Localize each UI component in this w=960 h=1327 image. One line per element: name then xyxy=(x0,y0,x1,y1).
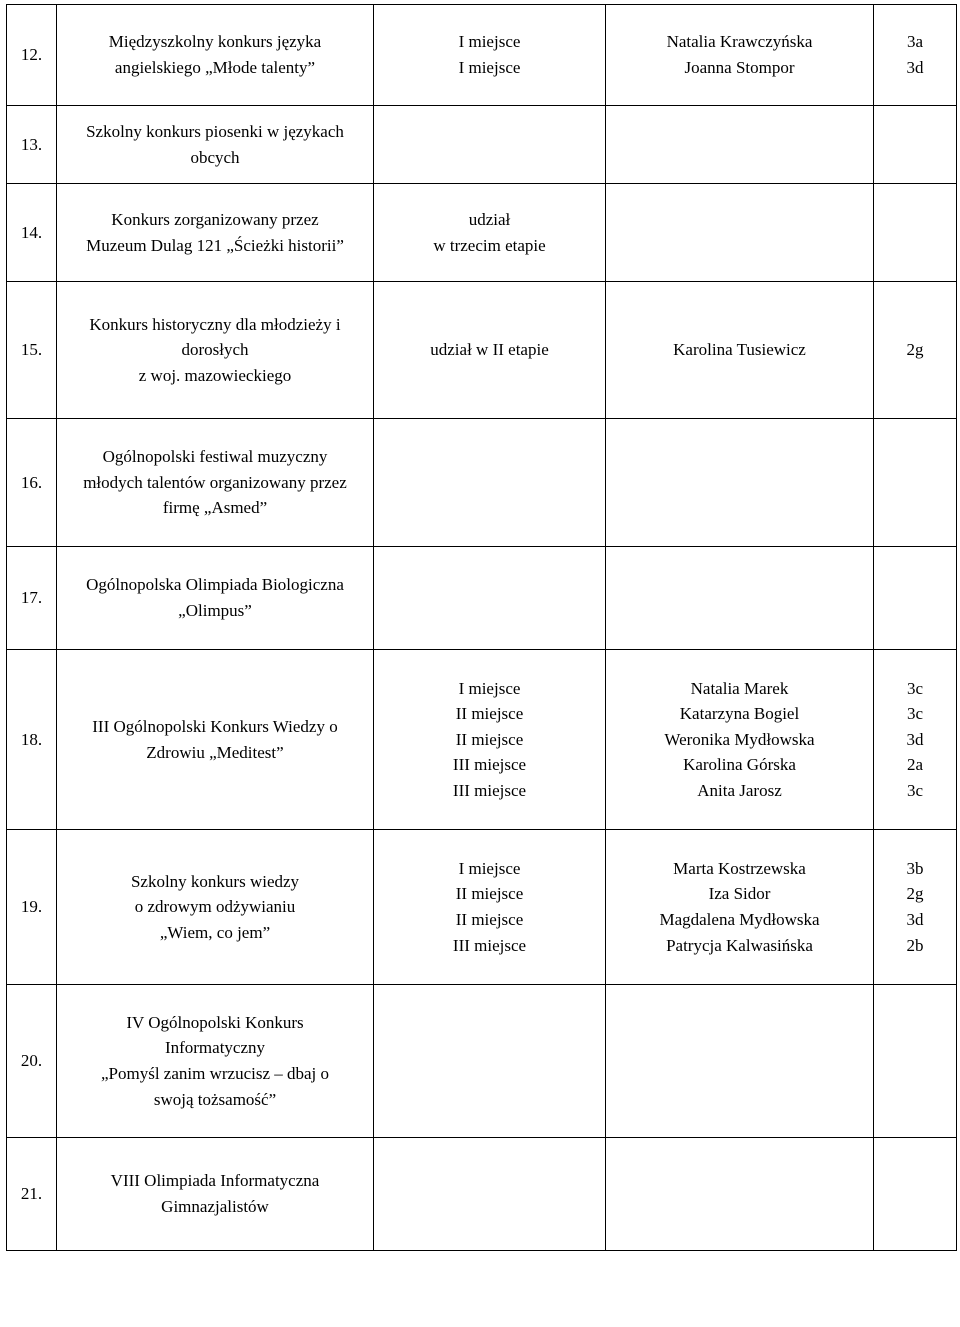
class-cell xyxy=(874,985,957,1138)
contest-name-cell xyxy=(57,419,374,547)
student-names-line: Karolina Górska xyxy=(683,755,796,775)
contest-name-line: obcych xyxy=(190,147,240,167)
result-line: I miejsce xyxy=(458,32,521,52)
contest-name-cell xyxy=(57,282,374,419)
contest-name-line: Szkolny konkurs piosenki w językach xyxy=(86,121,344,141)
table-row xyxy=(7,282,957,419)
result-line: udział w II etapie xyxy=(430,340,549,360)
result-line: II miejsce xyxy=(455,704,524,724)
result-cell xyxy=(374,106,606,184)
result-line: w trzecim etapie xyxy=(433,235,546,255)
row-number-cell xyxy=(7,1138,57,1251)
student-names-line: Katarzyna Bogiel xyxy=(679,704,800,724)
row-number-cell xyxy=(7,106,57,184)
row-number: 16. xyxy=(20,472,43,492)
student-names-cell xyxy=(606,106,874,184)
student-names-cell xyxy=(606,5,874,106)
result-cell xyxy=(374,419,606,547)
row-number: 19. xyxy=(20,897,43,917)
contest-name-line: Ogólnopolski festiwal muzyczny xyxy=(102,447,328,467)
result-line: I miejsce xyxy=(458,858,521,878)
contest-name-cell xyxy=(57,1138,374,1251)
student-names-cell xyxy=(606,830,874,985)
class-cell xyxy=(874,547,957,650)
class-cell xyxy=(874,830,957,985)
table-row xyxy=(7,985,957,1138)
class-line: 2g xyxy=(906,884,924,904)
contest-name-cell xyxy=(57,184,374,282)
row-number: 14. xyxy=(20,222,43,242)
contest-name-cell xyxy=(57,547,374,650)
class-line: 2b xyxy=(906,935,924,955)
row-number: 13. xyxy=(20,134,43,154)
result-line: III miejsce xyxy=(452,755,527,775)
contest-name-line: III Ogólnopolski Konkurs Wiedzy o xyxy=(92,716,338,736)
result-cell xyxy=(374,1138,606,1251)
result-line: I miejsce xyxy=(458,678,521,698)
contest-name-line: o zdrowym odżywianiu xyxy=(134,897,296,917)
contest-name-cell xyxy=(57,985,374,1138)
row-number-cell xyxy=(7,547,57,650)
result-cell xyxy=(374,184,606,282)
row-number-cell xyxy=(7,830,57,985)
result-cell xyxy=(374,650,606,830)
contest-name-cell xyxy=(57,650,374,830)
student-names-line: Joanna Stompor xyxy=(684,58,795,77)
result-line: II miejsce xyxy=(455,884,524,904)
student-names-cell xyxy=(606,282,874,419)
contest-name-cell xyxy=(57,5,374,106)
table-row xyxy=(7,650,957,830)
class-cell xyxy=(874,1138,957,1251)
student-names-cell xyxy=(606,184,874,282)
student-names-cell xyxy=(606,547,874,650)
row-number-cell xyxy=(7,184,57,282)
class-cell xyxy=(874,5,957,106)
class-line: 3d xyxy=(906,729,924,749)
class-cell xyxy=(874,282,957,419)
result-line: I miejsce xyxy=(458,58,521,77)
result-line: II miejsce xyxy=(455,910,524,929)
table-row xyxy=(7,1138,957,1251)
result-line: III miejsce xyxy=(452,780,527,800)
class-cell xyxy=(874,419,957,547)
contest-name-line: Konkurs historyczny dla młodzieży i xyxy=(89,314,341,334)
contest-name-line: Międzyszkolny konkurs języka xyxy=(108,32,322,52)
row-number: 15. xyxy=(20,340,43,360)
student-names-line: Natalia Krawczyńska xyxy=(666,32,813,52)
contest-name-line: Ogólnopolska Olimpiada Biologiczna xyxy=(86,575,344,595)
result-line: udział xyxy=(468,209,511,229)
table-row xyxy=(7,184,957,282)
contest-name-line: firmę „Asmed” xyxy=(162,498,268,518)
row-number-cell xyxy=(7,5,57,106)
contest-name-line: dorosłych xyxy=(181,340,249,360)
row-number: 20. xyxy=(20,1051,43,1071)
contest-name-line: IV Ogólnopolski Konkurs xyxy=(126,1012,304,1032)
contest-name-line: młodych talentów organizowany przez xyxy=(83,472,347,492)
contest-name-line: Szkolny konkurs wiedzy xyxy=(130,871,300,891)
class-cell xyxy=(874,106,957,184)
student-names-cell xyxy=(606,650,874,830)
contest-name-cell xyxy=(57,830,374,985)
class-line: 2a xyxy=(906,755,924,775)
class-line: 2g xyxy=(906,340,924,360)
table-row xyxy=(7,5,957,106)
student-names-cell xyxy=(606,1138,874,1251)
contest-name-line: „Pomyśl zanim wrzucisz – dbaj o xyxy=(100,1064,330,1083)
row-number: 12. xyxy=(20,45,43,65)
class-cell xyxy=(874,650,957,830)
row-number: 21. xyxy=(20,1184,43,1204)
student-names-line: Karolina Tusiewicz xyxy=(673,340,806,360)
table-row xyxy=(7,547,957,650)
class-line: 3d xyxy=(906,58,924,77)
contest-name-line: „Olimpus” xyxy=(178,601,252,620)
student-names-line: Natalia Marek xyxy=(690,678,789,698)
student-names-line: Weronika Mydłowska xyxy=(664,729,815,749)
contest-name-line: Konkurs zorganizowany przez xyxy=(111,209,319,229)
result-line: II miejsce xyxy=(455,729,524,749)
results-table-body xyxy=(7,5,957,1251)
row-number-cell xyxy=(7,985,57,1138)
contest-name-line: Gimnazjalistów xyxy=(161,1197,269,1216)
class-line: 3c xyxy=(906,678,924,698)
table-row xyxy=(7,419,957,547)
contest-name-line: Informatyczny xyxy=(164,1038,266,1058)
student-names-line: Anita Jarosz xyxy=(697,780,782,800)
contest-name-line: VIII Olimpiada Informatyczna xyxy=(110,1171,320,1191)
class-line: 3a xyxy=(906,32,924,52)
row-number-cell xyxy=(7,419,57,547)
contest-name-line: angielskiego „Młode talenty” xyxy=(114,58,316,77)
row-number-cell xyxy=(7,282,57,419)
contest-name-line: z woj. mazowieckiego xyxy=(138,365,292,385)
student-names-cell xyxy=(606,985,874,1138)
result-cell xyxy=(374,830,606,985)
result-cell xyxy=(374,282,606,419)
row-number-cell xyxy=(7,650,57,830)
student-names-cell xyxy=(606,419,874,547)
table-row xyxy=(7,106,957,184)
result-line: III miejsce xyxy=(452,935,527,955)
student-names-line: Patrycja Kalwasińska xyxy=(666,935,813,955)
contest-name-line: swoją tożsamość” xyxy=(153,1089,277,1109)
class-line: 3c xyxy=(906,780,924,800)
student-names-line: Marta Kostrzewska xyxy=(673,858,806,878)
class-line: 3c xyxy=(906,704,924,724)
table-row xyxy=(7,830,957,985)
class-cell xyxy=(874,184,957,282)
class-line: 3b xyxy=(906,858,924,878)
contest-name-line: Zdrowiu „Meditest” xyxy=(146,742,284,762)
result-cell xyxy=(374,5,606,106)
student-names-line: Magdalena Mydłowska xyxy=(659,910,820,929)
contest-name-line: „Wiem, co jem” xyxy=(159,922,271,942)
class-line: 3d xyxy=(906,910,924,929)
results-table xyxy=(6,4,957,1251)
result-cell xyxy=(374,985,606,1138)
result-cell xyxy=(374,547,606,650)
row-number: 17. xyxy=(20,588,43,608)
contest-name-line: Muzeum Dulag 121 „Ścieżki historii” xyxy=(86,235,344,255)
student-names-line: Iza Sidor xyxy=(708,884,771,904)
row-number: 18. xyxy=(20,729,43,749)
contest-name-cell xyxy=(57,106,374,184)
